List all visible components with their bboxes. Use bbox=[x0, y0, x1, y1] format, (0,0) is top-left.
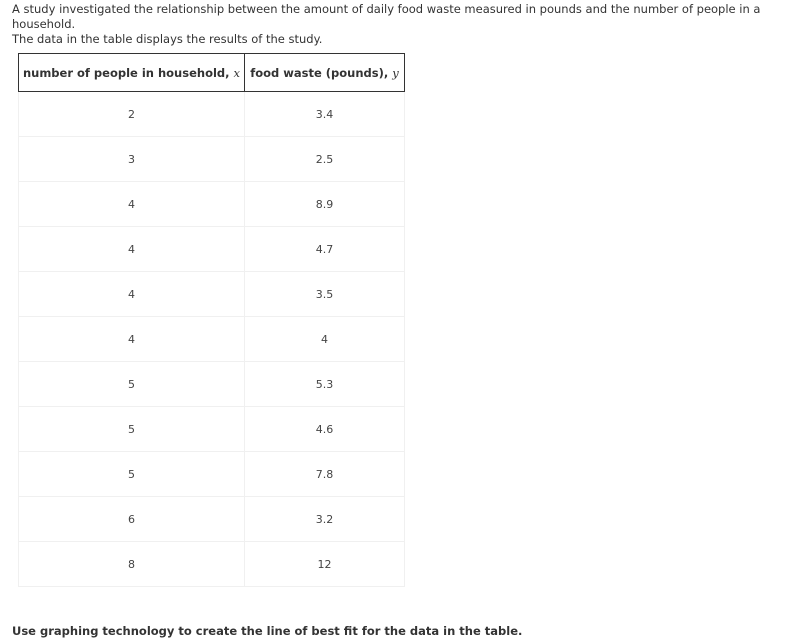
intro-line-1: A study investigated the relationship between the amount of daily food waste measured in pounds and the number of people in a household. bbox=[12, 2, 761, 31]
cell-x: 3 bbox=[19, 137, 245, 182]
cell-x: 4 bbox=[19, 227, 245, 272]
table-row bbox=[19, 227, 405, 272]
table-row bbox=[19, 362, 405, 407]
table-row bbox=[19, 452, 405, 497]
table-row bbox=[19, 92, 405, 137]
cell-y: 3.4 bbox=[245, 92, 405, 137]
cell-x: 4 bbox=[19, 272, 245, 317]
cell-x: 4 bbox=[19, 182, 245, 227]
cell-x: 8 bbox=[19, 542, 245, 587]
cell-y: 4.6 bbox=[245, 407, 405, 452]
header-y-var: y bbox=[392, 65, 399, 80]
cell-y: 4 bbox=[245, 317, 405, 362]
cell-y: 7.8 bbox=[245, 452, 405, 497]
table-row bbox=[19, 542, 405, 587]
header-x-label: number of people in household, bbox=[22, 65, 234, 80]
intro-line-2: The data in the table displays the results of the study. bbox=[12, 32, 323, 46]
header-x-var: x bbox=[233, 65, 241, 80]
cell-y: 4.7 bbox=[245, 227, 405, 272]
cell-x: 5 bbox=[19, 407, 245, 452]
table-row bbox=[19, 182, 405, 227]
table-row bbox=[19, 497, 405, 542]
header-y bbox=[245, 54, 405, 92]
problem-intro bbox=[12, 2, 782, 47]
table-row bbox=[19, 137, 405, 182]
header-x bbox=[19, 54, 245, 92]
cell-x: 5 bbox=[19, 362, 245, 407]
header-y-label: food waste (pounds), bbox=[250, 65, 393, 80]
cell-y: 3.2 bbox=[245, 497, 405, 542]
cell-y: 3.5 bbox=[245, 272, 405, 317]
cell-y: 8.9 bbox=[245, 182, 405, 227]
cell-y: 12 bbox=[245, 542, 405, 587]
cell-x: 6 bbox=[19, 497, 245, 542]
cell-x: 5 bbox=[19, 452, 245, 497]
cell-y: 5.3 bbox=[245, 362, 405, 407]
cell-x: 4 bbox=[19, 317, 245, 362]
data-table bbox=[18, 53, 405, 587]
cell-y: 2.5 bbox=[245, 137, 405, 182]
table-header-row bbox=[19, 54, 405, 92]
table-row bbox=[19, 317, 405, 362]
cell-x: 2 bbox=[19, 92, 245, 137]
table-row bbox=[19, 407, 405, 452]
task-prompt: Use graphing technology to create the line of best fit for the data in the table. bbox=[12, 623, 523, 638]
table-row bbox=[19, 272, 405, 317]
